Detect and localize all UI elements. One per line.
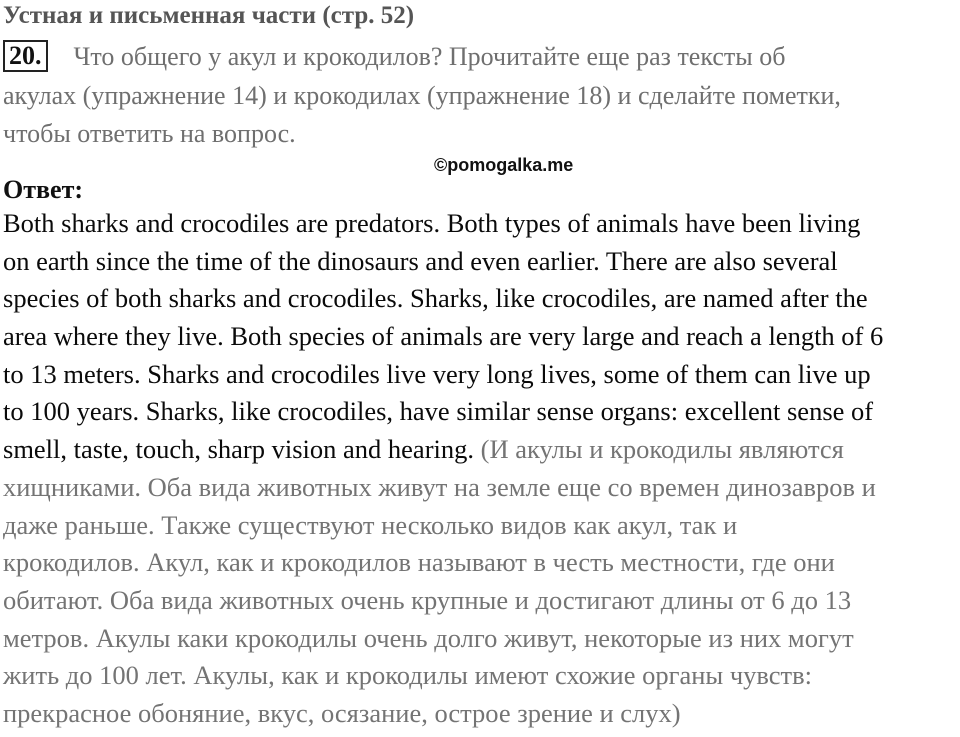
answer-russian-line: прекрасное обоняние, вкус, осязание, острое зрение и слух) (3, 697, 681, 728)
answer-russian-line: жить до 100 лет. Акулы, как и крокодилы имеют схожие органы чувств: (3, 660, 812, 691)
answer-english-line: area where they live. Both species of animals are very large and reach a length of 6 (3, 321, 884, 352)
task-text: Что общего у акул и крокодилов? Прочитайте еще раз тексты об (73, 42, 786, 71)
answer-english-line: on earth since the time of the dinosaurs and even earlier. There are also several (3, 245, 838, 276)
answer-english-line: species of both sharks and crocodiles. Sharks, like crocodiles, are named after the (3, 283, 868, 314)
answer-english-line: to 13 meters. Sharks and crocodiles live very long lives, some of them can live up (3, 358, 871, 389)
task-line: чтобы ответить на вопрос. (3, 119, 296, 148)
answer-russian-fragment: (И акулы и крокодилы являются (480, 434, 844, 465)
answer-mixed-line (3, 431, 960, 469)
answer-text (3, 205, 960, 733)
answer-english-fragment: smell, taste, touch, sharp vision and hearing. (3, 434, 475, 465)
task-line (3, 38, 953, 77)
answer-russian-line: обитают. Оба вида животных очень крупные и достигают длины от 6 до 13 (3, 584, 852, 615)
answer-label: Ответ: (3, 175, 84, 204)
answer-russian-line: крокодилов. Акул, как и крокодилов называют в честь местности, где они (3, 547, 835, 578)
watermark: ©pomogalka.me (434, 155, 574, 175)
task-line: акулах (упражнение 14) и крокодилах (упражнение 18) и сделайте пометки, (3, 80, 841, 110)
answer-russian-line: хищниками. Оба вида животных живут на земле еще со времен динозавров и (3, 471, 876, 502)
answer-russian-line: метров. Акулы каки крокодилы очень долго живут, некоторые из них могут (3, 622, 854, 653)
answer-english-line: Both sharks and crocodiles are predators. Both types of animals have been living (3, 208, 861, 238)
answer-russian-line: даже раньше. Также существуют несколько видов как акул, так и (3, 509, 738, 540)
answer-english-line: to 100 years. Sharks, like crocodiles, have similar sense organs: excellent sense of (3, 396, 874, 427)
task-prompt (3, 38, 953, 154)
section-title: Устная и письменная части (стр. 52) (3, 2, 415, 29)
task-number: 20. (3, 40, 48, 72)
